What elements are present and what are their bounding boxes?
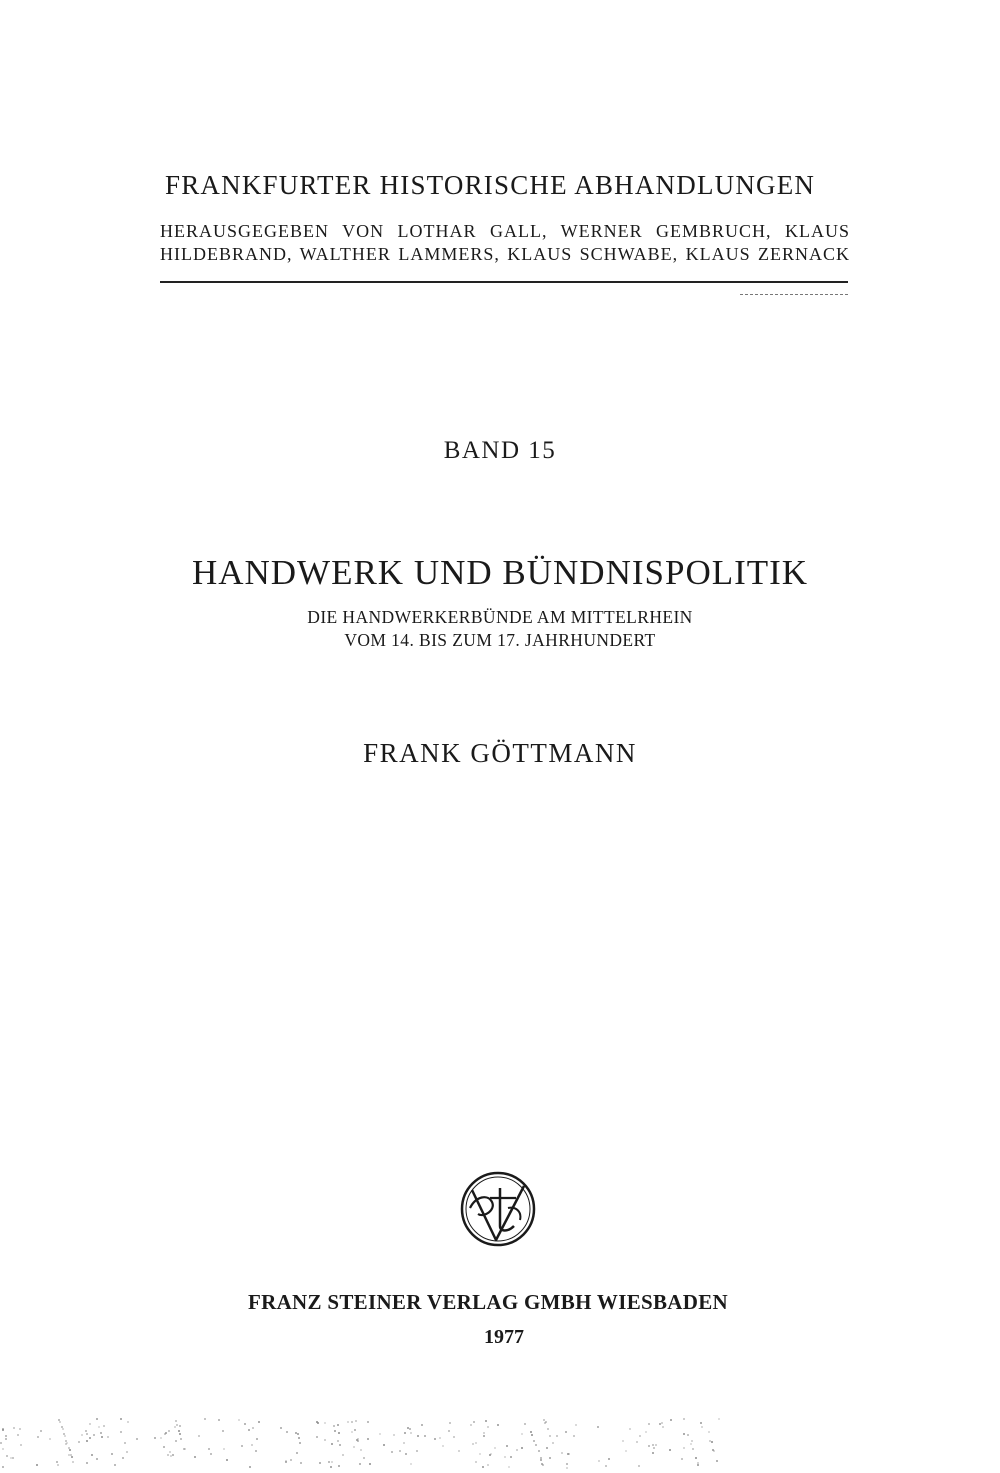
scan-speckle (175, 1440, 177, 1442)
scan-speckle (0, 1442, 2, 1444)
scan-speckle (424, 1435, 426, 1437)
scan-speckle (546, 1447, 548, 1449)
scan-speckle (485, 1420, 487, 1422)
scan-speckle (713, 1450, 715, 1452)
scan-speckle (66, 1442, 68, 1444)
scan-speckle (473, 1421, 475, 1423)
scan-speckle (405, 1453, 407, 1455)
scan-speckle (198, 1435, 200, 1437)
scan-speckle (608, 1458, 610, 1460)
scan-speckle (360, 1449, 362, 1451)
scan-speckle (2, 1466, 4, 1468)
scan-speckle (510, 1456, 512, 1458)
scan-speckle (86, 1462, 88, 1464)
scan-speckle (670, 1419, 672, 1421)
series-title: FRANKFURTER HISTORISCHE ABHANDLUNGEN (165, 170, 816, 200)
scan-speckle (541, 1463, 543, 1465)
scan-speckle (210, 1453, 212, 1455)
scan-speckle (10, 1457, 12, 1459)
scan-speckle (521, 1447, 523, 1449)
scan-speckle (178, 1430, 180, 1432)
scan-speckle (339, 1444, 341, 1446)
scan-speckle (120, 1418, 122, 1420)
scan-speckle (176, 1424, 178, 1426)
book-subtitle (0, 606, 1000, 652)
scan-speckle (136, 1438, 138, 1440)
scan-speckle (692, 1448, 694, 1450)
scan-speckle (169, 1451, 171, 1453)
scan-speckle (174, 1426, 176, 1428)
scan-speckle (56, 1461, 58, 1463)
scan-speckle (549, 1435, 551, 1437)
scan-speckle (487, 1426, 489, 1428)
scan-speckle (324, 1439, 326, 1441)
scan-speckle (299, 1442, 301, 1444)
scan-speckle (629, 1428, 631, 1430)
scan-speckle (316, 1436, 318, 1438)
scan-speckle (180, 1438, 182, 1440)
scan-speckle (338, 1465, 340, 1467)
scan-speckle (565, 1431, 567, 1433)
scan-speckle (168, 1430, 170, 1432)
scan-speckle (497, 1424, 499, 1426)
scan-speckle (359, 1463, 361, 1465)
scan-speckle (258, 1421, 260, 1423)
scan-speckle (547, 1428, 549, 1430)
scan-speckle (622, 1440, 624, 1442)
scan-speckle (543, 1419, 545, 1421)
scan-speckle (72, 1461, 74, 1463)
scan-speckle (393, 1434, 395, 1436)
header-rule (160, 281, 848, 283)
scan-speckle (533, 1440, 535, 1442)
scan-speckle (669, 1449, 671, 1451)
scan-speckle (78, 1441, 80, 1443)
scan-speckle (521, 1433, 523, 1435)
scan-speckle (330, 1466, 332, 1468)
scan-speckle (530, 1431, 532, 1433)
scan-speckle (439, 1437, 441, 1439)
scan-speckle (716, 1460, 718, 1462)
scan-speckle (494, 1447, 496, 1449)
scan-speckle (160, 1437, 162, 1439)
scan-speckle (662, 1426, 664, 1428)
scan-speckle (98, 1426, 100, 1428)
scan-speckle (252, 1427, 254, 1429)
scan-speckle (122, 1457, 124, 1459)
scan-speckle (416, 1450, 418, 1452)
scan-speckle (531, 1434, 533, 1436)
scan-speckle (353, 1446, 355, 1448)
scan-speckle (472, 1443, 474, 1445)
scan-speckle (179, 1433, 181, 1435)
scan-speckle (324, 1422, 326, 1424)
scan-speckle (127, 1421, 129, 1423)
scan-speckle (86, 1440, 88, 1442)
scan-speckle (407, 1427, 409, 1429)
scan-speckle (489, 1454, 491, 1456)
header-rule-secondary (740, 294, 848, 295)
scan-speckle (208, 1448, 210, 1450)
scan-speckle (300, 1462, 302, 1464)
scan-speckle (290, 1459, 292, 1461)
scan-speckle (421, 1424, 423, 1426)
scan-speckle (164, 1433, 166, 1435)
scan-noise (0, 1410, 1000, 1473)
scan-speckle (691, 1440, 693, 1442)
scan-speckle (96, 1458, 98, 1460)
scan-speckle (17, 1434, 19, 1436)
scan-speckle (369, 1463, 371, 1465)
book-title: HANDWERK UND BÜNDNISPOLITIK (191, 553, 809, 592)
scan-speckle (285, 1461, 287, 1463)
scan-speckle (354, 1429, 356, 1431)
scan-speckle (605, 1465, 607, 1467)
scan-speckle (238, 1419, 240, 1421)
scan-speckle (573, 1435, 575, 1437)
scan-speckle (241, 1445, 243, 1447)
scan-speckle (71, 1456, 73, 1458)
scan-speckle (280, 1427, 282, 1429)
scan-speckle (483, 1432, 485, 1434)
scan-speckle (124, 1442, 126, 1444)
scan-speckle (93, 1434, 95, 1436)
scan-speckle (204, 1418, 206, 1420)
scan-speckle (681, 1458, 683, 1460)
scan-speckle (111, 1453, 113, 1455)
scan-speckle (417, 1435, 419, 1437)
scan-speckle (96, 1418, 98, 1420)
scan-speckle (167, 1454, 169, 1456)
scan-speckle (567, 1453, 569, 1455)
scan-speckle (695, 1457, 697, 1459)
scan-speckle (342, 1454, 344, 1456)
scan-speckle (683, 1447, 685, 1449)
scan-speckle (683, 1433, 685, 1435)
scan-speckle (351, 1431, 353, 1433)
scan-speckle (331, 1443, 333, 1445)
scan-speckle (598, 1460, 600, 1462)
scan-speckle (697, 1464, 699, 1466)
scan-speckle (636, 1441, 638, 1443)
scan-speckle (255, 1450, 257, 1452)
scan-speckle (639, 1435, 641, 1437)
scan-speckle (331, 1461, 333, 1463)
scan-speckle (154, 1437, 156, 1439)
scan-speckle (91, 1454, 93, 1456)
scan-speckle (334, 1430, 336, 1432)
scan-speckle (448, 1430, 450, 1432)
scan-speckle (597, 1426, 599, 1428)
scan-speckle (690, 1443, 692, 1445)
scan-speckle (409, 1428, 411, 1430)
scan-speckle (40, 1430, 42, 1432)
scan-speckle (659, 1423, 661, 1425)
scan-speckle (85, 1430, 87, 1432)
scan-speckle (653, 1447, 655, 1449)
scan-speckle (687, 1434, 689, 1436)
scan-speckle (379, 1433, 381, 1435)
scan-speckle (337, 1424, 339, 1426)
scan-speckle (410, 1463, 412, 1465)
scan-speckle (36, 1464, 38, 1466)
scan-speckle (19, 1428, 21, 1430)
scan-speckle (625, 1450, 627, 1452)
scan-speckle (64, 1435, 66, 1437)
author-name: FRANK GÖTTMANN (363, 738, 637, 768)
scan-speckle (566, 1463, 568, 1465)
scan-speckle (86, 1433, 88, 1435)
scan-speckle (163, 1446, 165, 1448)
scan-speckle (442, 1445, 444, 1447)
scan-speckle (363, 1457, 365, 1459)
scan-speckle (120, 1431, 122, 1433)
scan-speckle (652, 1444, 654, 1446)
scan-speckle (218, 1419, 220, 1421)
scan-speckle (59, 1421, 61, 1423)
scan-speckle (248, 1429, 250, 1431)
scan-speckle (89, 1437, 91, 1439)
scan-speckle (194, 1456, 196, 1458)
scan-speckle (286, 1431, 288, 1433)
scan-speckle (516, 1449, 518, 1451)
series-editors (160, 220, 850, 266)
scan-speckle (549, 1457, 551, 1459)
scan-speckle (504, 1456, 506, 1458)
scan-speckle (434, 1438, 436, 1440)
scan-speckle (226, 1459, 228, 1461)
scan-speckle (697, 1462, 699, 1464)
scan-speckle (20, 1444, 22, 1446)
scan-speckle (337, 1440, 339, 1442)
scan-speckle (6, 1455, 8, 1457)
scan-speckle (708, 1431, 710, 1433)
scan-speckle (552, 1442, 554, 1444)
scan-speckle (114, 1464, 116, 1466)
editors-line-2: HILDEBRAND, WALTHER LAMMERS, KLAUS SCHWABE, KLAUS ZERNACK (160, 244, 850, 264)
scan-speckle (101, 1436, 103, 1438)
scan-speckle (535, 1444, 537, 1446)
scan-speckle (487, 1464, 489, 1466)
scan-speckle (524, 1423, 526, 1425)
scan-speckle (107, 1436, 109, 1438)
scan-speckle (399, 1450, 401, 1452)
scan-speckle (2, 1448, 4, 1450)
scan-speckle (184, 1448, 186, 1450)
scan-speckle (482, 1466, 484, 1468)
scan-speckle (296, 1452, 298, 1454)
scan-speckle (172, 1454, 174, 1456)
scan-speckle (347, 1421, 349, 1423)
scan-speckle (298, 1437, 300, 1439)
scan-speckle (355, 1420, 357, 1422)
scan-speckle (81, 1434, 83, 1436)
editors-line-1: HERAUSGEGEBEN VON LOTHAR GALL, WERNER GEMBRUCH, KLAUS (160, 221, 850, 241)
scan-speckle (251, 1444, 253, 1446)
scan-speckle (506, 1445, 508, 1447)
scan-speckle (700, 1422, 702, 1424)
scan-speckle (508, 1466, 510, 1468)
scan-speckle (89, 1423, 91, 1425)
scan-speckle (648, 1445, 650, 1447)
scan-speckle (223, 1448, 225, 1450)
publisher-monogram-icon (458, 1168, 538, 1250)
scan-speckle (328, 1461, 330, 1463)
scan-speckle (5, 1435, 7, 1437)
scan-speckle (367, 1438, 369, 1440)
scan-speckle (222, 1430, 224, 1432)
scan-speckle (316, 1421, 318, 1423)
scan-speckle (449, 1422, 451, 1424)
volume-number: BAND 15 (443, 437, 557, 464)
scan-speckle (2, 1429, 4, 1431)
scan-speckle (540, 1459, 542, 1461)
scan-speckle (711, 1441, 713, 1443)
scan-speckle (453, 1436, 455, 1438)
scan-speckle (483, 1435, 485, 1437)
scan-speckle (479, 1453, 481, 1455)
scan-speckle (475, 1461, 477, 1463)
scan-speckle (404, 1432, 406, 1434)
scan-speckle (638, 1465, 640, 1467)
scan-speckle (13, 1427, 15, 1429)
scan-speckle (544, 1422, 546, 1424)
scan-speckle (49, 1438, 51, 1440)
scan-speckle (561, 1452, 563, 1454)
scan-speckle (575, 1424, 577, 1426)
scan-speckle (538, 1450, 540, 1452)
scan-speckle (556, 1435, 558, 1437)
scan-speckle (648, 1423, 650, 1425)
scan-speckle (69, 1449, 71, 1451)
scan-speckle (333, 1425, 335, 1427)
scan-speckle (475, 1442, 477, 1444)
scan-speckle (249, 1466, 251, 1468)
scan-speckle (12, 1457, 14, 1459)
scan-speckle (391, 1451, 393, 1453)
publication-year: 1977 (484, 1326, 524, 1348)
scan-speckle (383, 1444, 385, 1446)
scan-speckle (37, 1436, 39, 1438)
scan-speckle (5, 1438, 7, 1440)
scan-speckle (367, 1421, 369, 1423)
scan-speckle (718, 1418, 720, 1420)
scan-speckle (458, 1450, 460, 1452)
scan-speckle (100, 1432, 102, 1434)
scan-speckle (244, 1423, 246, 1425)
scan-speckle (179, 1425, 181, 1427)
scan-speckle (256, 1438, 258, 1440)
publisher-name: FRANZ STEINER VERLAG GMBH WIESBADEN (248, 1290, 728, 1314)
scan-speckle (57, 1464, 59, 1466)
subtitle-line-1: DIE HANDWERKERBÜNDE AM MITTELRHEIN (307, 607, 693, 627)
scan-speckle (338, 1432, 340, 1434)
scan-speckle (175, 1420, 177, 1422)
scan-speckle (683, 1418, 685, 1420)
scan-speckle (319, 1462, 321, 1464)
scan-speckle (62, 1428, 64, 1430)
scan-speckle (661, 1422, 663, 1424)
scan-speckle (645, 1431, 647, 1433)
subtitle-line-2: VOM 14. BIS ZUM 17. JAHRHUNDERT (344, 630, 656, 650)
scan-speckle (297, 1433, 299, 1435)
scan-speckle (403, 1442, 405, 1444)
scan-speckle (566, 1467, 568, 1469)
scan-speckle (126, 1451, 128, 1453)
scan-speckle (357, 1440, 359, 1442)
scan-speckle (103, 1425, 105, 1427)
scan-speckle (701, 1426, 703, 1428)
scan-speckle (652, 1452, 654, 1454)
scan-speckle (470, 1424, 472, 1426)
scan-speckle (655, 1444, 657, 1446)
scan-speckle (410, 1432, 412, 1434)
scan-speckle (351, 1421, 353, 1423)
